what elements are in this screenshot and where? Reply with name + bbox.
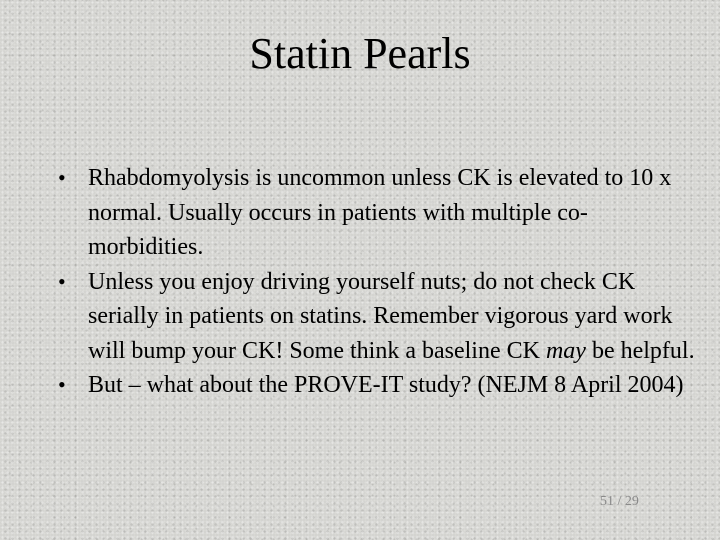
bullet-text: Rhabdomyolysis is uncommon unless CK is elevated to 10 x normal. Usually occurs in patients with multiple co-morbidities.	[88, 165, 672, 260]
bullet-marker: •	[58, 165, 66, 190]
bullet-marker: •	[58, 268, 66, 294]
bullet-text-emphasis: may	[545, 337, 586, 364]
bullet-text-after: be helpful.	[585, 337, 695, 364]
bullet-marker: •	[58, 372, 66, 397]
bullet-item-prove-it	[56, 368, 696, 403]
bullet-text: But – what about the PROVE-IT study? (NEJM 8 April 2004)	[88, 372, 684, 398]
bullet-item-check-ck	[56, 265, 696, 369]
bullet-item-rhabdomyolysis	[56, 161, 696, 265]
page-number: 51 / 29	[600, 494, 639, 509]
slide-title: Statin Pearls	[249, 29, 471, 78]
bullet-list	[56, 161, 696, 403]
bullet-text-before: Unless you enjoy driving yourself nuts; do not check CK serially in patients on statins. Remember vigorous yard work will bump your CK! Some think a baseline CK	[88, 268, 673, 364]
